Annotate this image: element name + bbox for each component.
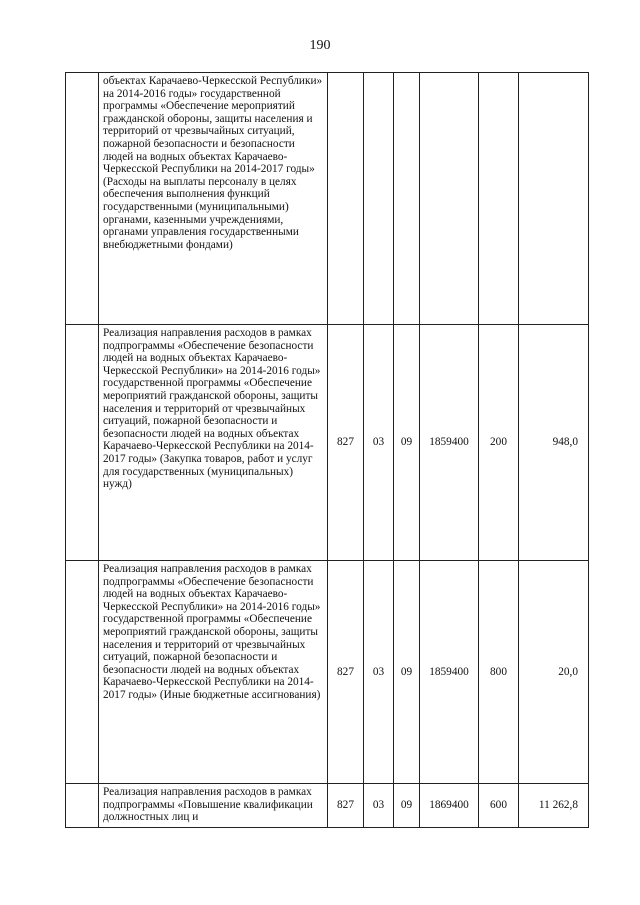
table-row — [66, 561, 589, 784]
page-number: 190 — [309, 38, 331, 53]
blank-cell — [66, 784, 99, 828]
section-code — [364, 73, 394, 325]
table-row — [66, 784, 589, 828]
expense-type-code — [479, 73, 519, 325]
ministry-code — [328, 73, 364, 325]
budget-table — [65, 72, 589, 828]
target-code: 1859400 — [420, 561, 479, 784]
table-row — [66, 73, 589, 325]
target-code: 1859400 — [420, 325, 479, 561]
expense-name: Реализация направления расходов в рамках подпрограммы «Обеспечение безопасности людей на водных объектах Карачаево-Черкесской Республики» на 2014-2016 годы» государственной программы «Обеспечение мероприятий гражданской обороны, защиты населения и территорий от чрезвычайных ситуаций, пожарной безопасности и безопасности людей на водных объектах Карачаево-Черкесской Республики на 2014-2017 годы» (Иные бюджетные ассигнования) — [99, 561, 328, 784]
amount — [519, 73, 589, 325]
amount: 20,0 — [519, 561, 589, 784]
blank-cell — [66, 73, 99, 325]
ministry-code: 827 — [328, 561, 364, 784]
table-row — [66, 325, 589, 561]
expense-name: Реализация направления расходов в рамках подпрограммы «Обеспечение безопасности людей на водных объектах Карачаево-Черкесской Республики» на 2014-2016 годы» государственной программы «Обеспечение мероприятий гражданской обороны, защиты населения и территорий от чрезвычайных ситуаций, пожарной безопасности и безопасности людей на водных объектах Карачаево-Черкесской Республики на 2014-2017 годы» (Закупка товаров, работ и услуг для государственных (муниципальных) нужд) — [99, 325, 328, 561]
amount: 11 262,8 — [519, 784, 589, 828]
ministry-code: 827 — [328, 325, 364, 561]
subsection-code — [394, 73, 420, 325]
blank-cell — [66, 325, 99, 561]
section-code: 03 — [364, 561, 394, 784]
subsection-code: 09 — [394, 784, 420, 828]
expense-type-code: 800 — [479, 561, 519, 784]
expense-type-code: 600 — [479, 784, 519, 828]
amount: 948,0 — [519, 325, 589, 561]
expense-type-code: 200 — [479, 325, 519, 561]
subsection-code: 09 — [394, 325, 420, 561]
expense-name: Реализация направления расходов в рамках подпрограммы «Повышение квалификации должностных лиц и — [99, 784, 328, 828]
expense-name: объектах Карачаево-Черкесской Республики» на 2014-2016 годы» государственной программы «Обеспечение мероприятий гражданской обороны, защиты населения и территорий от чрезвычайных ситуаций, пожарной безопасности и безопасности людей на водных объектах Карачаево-Черкесской Республики на 2014-2017 годы» (Расходы на выплаты персоналу в целях обеспечения выполнения функций государственными (муниципальными) органами, казенными учреждениями, органами управления государственными внебюджетными фондами) — [99, 73, 328, 325]
blank-cell — [66, 561, 99, 784]
ministry-code: 827 — [328, 784, 364, 828]
subsection-code: 09 — [394, 561, 420, 784]
section-code: 03 — [364, 325, 394, 561]
section-code: 03 — [364, 784, 394, 828]
target-code: 1869400 — [420, 784, 479, 828]
target-code — [420, 73, 479, 325]
